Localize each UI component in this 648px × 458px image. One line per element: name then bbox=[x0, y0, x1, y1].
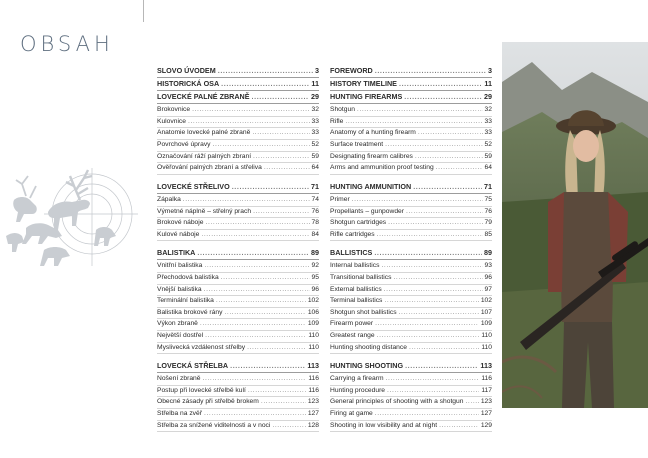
dot-leader bbox=[224, 308, 305, 319]
toc-item-label: Rifle cartridges bbox=[330, 230, 375, 238]
dot-leader bbox=[405, 361, 478, 372]
toc-item[interactable] bbox=[330, 409, 492, 421]
dot-leader bbox=[253, 152, 310, 163]
toc-page-number: 113 bbox=[307, 361, 319, 371]
toc-page-number: 75 bbox=[484, 195, 492, 203]
toc-item-label: Firing at game bbox=[330, 410, 373, 418]
toc-page-number: 33 bbox=[484, 117, 492, 125]
toc-item[interactable] bbox=[157, 421, 319, 433]
toc-page-number: 116 bbox=[308, 386, 319, 394]
toc-page-number: 102 bbox=[307, 297, 319, 305]
toc-page-number: 76 bbox=[311, 207, 319, 215]
dot-leader bbox=[216, 296, 306, 307]
toc-heading-label: SLOVO ÚVODEM bbox=[157, 66, 216, 75]
toc-item-label: Střelba za snížené viditelnosti a v noci bbox=[157, 421, 271, 429]
toc-item-label: External ballistics bbox=[330, 285, 382, 293]
toc-item-label: Designating firearm calibres bbox=[330, 152, 413, 160]
toc-item-label: Postup při lovecké střelbě kulí bbox=[157, 386, 246, 394]
dot-leader bbox=[436, 163, 483, 174]
toc-page-number: 79 bbox=[484, 219, 492, 227]
toc-item[interactable] bbox=[330, 207, 492, 219]
toc-item-label: Terminální balistika bbox=[157, 297, 214, 305]
toc-item[interactable] bbox=[330, 105, 492, 117]
toc-page-number: 102 bbox=[480, 297, 492, 305]
toc-section bbox=[330, 361, 492, 432]
dot-leader bbox=[386, 374, 480, 385]
toc-item-label: Kulovnice bbox=[157, 117, 186, 125]
dot-leader bbox=[409, 343, 479, 354]
toc-item-label: Zápalka bbox=[157, 195, 181, 203]
toc-item-label: Největší dostřel bbox=[157, 331, 204, 339]
toc-heading[interactable] bbox=[330, 248, 492, 260]
toc-heading[interactable] bbox=[330, 92, 492, 104]
toc-item-label: Brokové náboje bbox=[157, 219, 204, 227]
toc-item[interactable] bbox=[330, 285, 492, 297]
toc-section bbox=[157, 182, 319, 241]
toc-page-number: 64 bbox=[484, 164, 492, 172]
toc-item-label: Shotgun shot ballistics bbox=[330, 308, 397, 316]
toc-heading[interactable] bbox=[330, 182, 492, 194]
toc-page-number: 92 bbox=[311, 262, 319, 270]
toc-page-number: 76 bbox=[484, 207, 492, 215]
toc-item-label: General principles of shooting with a shotgun bbox=[330, 398, 464, 406]
toc-page-number: 11 bbox=[484, 79, 492, 89]
toc-page-number: 127 bbox=[480, 410, 492, 418]
toc-item-label: Hunting shooting distance bbox=[330, 343, 407, 351]
toc-item[interactable] bbox=[157, 105, 319, 117]
toc-page-number: 89 bbox=[484, 248, 492, 258]
toc-heading[interactable] bbox=[330, 361, 492, 373]
hunter-photo-image bbox=[502, 42, 648, 408]
dot-leader bbox=[384, 285, 483, 296]
toc-page-number: 110 bbox=[481, 343, 492, 351]
dot-leader bbox=[377, 331, 480, 342]
toc-item[interactable] bbox=[330, 140, 492, 152]
dot-leader bbox=[252, 92, 309, 103]
toc-item[interactable] bbox=[330, 230, 492, 242]
toc-item[interactable] bbox=[330, 397, 492, 409]
toc-page-number: 29 bbox=[311, 92, 319, 102]
toc-page-number: 59 bbox=[484, 152, 492, 160]
dot-leader bbox=[465, 397, 478, 408]
dot-leader bbox=[439, 421, 479, 432]
toc-section bbox=[157, 248, 319, 354]
toc-page-number: 52 bbox=[484, 141, 492, 149]
dot-leader bbox=[218, 66, 313, 77]
toc-page-number: 71 bbox=[311, 181, 319, 191]
toc-page-number: 127 bbox=[307, 410, 319, 418]
toc-item-label: Rifle bbox=[330, 117, 344, 125]
top-divider-line bbox=[143, 0, 144, 22]
toc-item[interactable] bbox=[330, 296, 492, 308]
toc-heading-label: HUNTING SHOOTING bbox=[330, 361, 404, 371]
toc-item-label: Primer bbox=[330, 195, 350, 203]
page-title: OBSAH bbox=[20, 32, 114, 56]
toc-item-label: Propellants – gunpowder bbox=[330, 207, 404, 215]
toc-page-number: 52 bbox=[311, 141, 319, 149]
toc-page-number: 64 bbox=[311, 164, 319, 172]
toc-section bbox=[330, 66, 492, 175]
toc-heading-label: HISTORICKÁ OSA bbox=[157, 79, 220, 89]
dot-leader bbox=[352, 195, 483, 206]
dot-leader bbox=[375, 319, 479, 330]
toc-item-label: Arms and ammunition proof testing bbox=[330, 164, 434, 172]
dot-leader bbox=[415, 152, 483, 163]
dot-leader bbox=[384, 296, 478, 307]
dot-leader bbox=[221, 79, 309, 90]
toc-heading[interactable] bbox=[157, 79, 319, 91]
dot-leader bbox=[377, 230, 483, 241]
toc-item[interactable] bbox=[330, 386, 492, 398]
toc-item[interactable] bbox=[330, 218, 492, 230]
toc-page-number: 93 bbox=[484, 262, 492, 270]
toc-item-label: Internal ballistics bbox=[330, 262, 380, 270]
toc-section bbox=[157, 66, 319, 175]
toc-heading-label: FOREWORD bbox=[330, 66, 373, 75]
toc-heading-label: LOVECKÉ STŘELIVO bbox=[157, 181, 230, 191]
dot-leader bbox=[204, 261, 309, 272]
toc-item-label: Obecné zásady při střelbě brokem bbox=[157, 398, 259, 406]
toc-heading-label: BALLISTICS bbox=[330, 248, 373, 258]
toc-item[interactable] bbox=[330, 308, 492, 320]
toc-page-number: 29 bbox=[484, 92, 492, 102]
dot-leader bbox=[261, 397, 306, 408]
dot-leader bbox=[385, 140, 482, 151]
toc-item[interactable] bbox=[157, 319, 319, 331]
toc-item[interactable] bbox=[330, 374, 492, 386]
dot-leader bbox=[413, 182, 482, 193]
toc-item-label: Greatest range bbox=[330, 331, 375, 339]
toc-item-label: Shotgun cartridges bbox=[330, 219, 387, 227]
dot-leader bbox=[272, 421, 305, 432]
toc-item[interactable] bbox=[157, 386, 319, 398]
toc-item[interactable] bbox=[157, 261, 319, 273]
toc-heading[interactable] bbox=[157, 361, 319, 373]
dot-leader bbox=[381, 261, 482, 272]
toc-item[interactable] bbox=[330, 273, 492, 285]
toc-item[interactable] bbox=[330, 128, 492, 140]
toc-page-number: 89 bbox=[311, 248, 319, 258]
dot-leader bbox=[252, 128, 309, 139]
dot-leader bbox=[201, 230, 309, 241]
toc-page-number: 109 bbox=[480, 320, 492, 328]
toc-page-number: 85 bbox=[484, 230, 492, 238]
toc-item[interactable] bbox=[157, 140, 319, 152]
toc-item[interactable] bbox=[330, 117, 492, 129]
toc-section bbox=[330, 182, 492, 241]
toc-item[interactable] bbox=[157, 207, 319, 219]
toc-item[interactable] bbox=[157, 128, 319, 140]
toc-page-number: 116 bbox=[481, 375, 492, 383]
dot-leader bbox=[213, 140, 310, 151]
toc-item[interactable] bbox=[157, 195, 319, 207]
dot-leader bbox=[205, 218, 309, 229]
dot-leader bbox=[203, 374, 307, 385]
toc-item-label: Terminal ballistics bbox=[330, 297, 383, 305]
toc-item-label: Přechodová balistika bbox=[157, 274, 219, 281]
dot-leader bbox=[375, 409, 479, 420]
toc-page-number: 110 bbox=[308, 331, 319, 339]
toc-item-label: Povrchové úpravy bbox=[157, 141, 211, 149]
toc-item-label: Shotgun bbox=[330, 106, 355, 114]
dot-leader bbox=[197, 248, 309, 259]
toc-page-number: 123 bbox=[307, 398, 319, 406]
toc-page-number: 95 bbox=[311, 274, 319, 281]
toc-page-number: 71 bbox=[484, 181, 492, 191]
toc-english-column bbox=[330, 66, 492, 439]
toc-page-number: 116 bbox=[308, 375, 319, 383]
toc-item[interactable] bbox=[330, 319, 492, 331]
toc-item[interactable] bbox=[330, 163, 492, 175]
toc-heading[interactable] bbox=[157, 92, 319, 104]
dot-leader bbox=[404, 92, 482, 103]
toc-section bbox=[157, 361, 319, 432]
toc-page-number: 11 bbox=[311, 79, 319, 89]
toc-item-label: Anatomy of a hunting firearm bbox=[330, 129, 416, 137]
toc-page-number: 110 bbox=[481, 331, 492, 339]
toc-heading[interactable] bbox=[330, 79, 492, 91]
toc-heading[interactable] bbox=[157, 248, 319, 260]
toc-page-number: 78 bbox=[311, 219, 319, 227]
toc-page-number: 106 bbox=[307, 308, 319, 316]
toc-page-number: 96 bbox=[484, 274, 492, 281]
toc-item[interactable] bbox=[330, 421, 492, 433]
toc-item-label: Kulové náboje bbox=[157, 230, 200, 238]
toc-item[interactable] bbox=[330, 261, 492, 273]
toc-item[interactable] bbox=[157, 285, 319, 297]
dot-leader bbox=[374, 248, 482, 259]
toc-czech-column bbox=[157, 66, 319, 439]
toc-heading-label: HUNTING FIREARMS bbox=[330, 92, 403, 102]
toc-heading[interactable] bbox=[157, 66, 319, 78]
dot-leader bbox=[200, 319, 306, 330]
toc-heading-label: LOVECKÁ STŘELBA bbox=[157, 361, 229, 371]
toc-item-label: Vnitřní balistika bbox=[157, 262, 203, 270]
toc-item[interactable] bbox=[157, 296, 319, 308]
toc-heading-label: BALISTIKA bbox=[157, 248, 196, 258]
toc-item-label: Nošení zbraně bbox=[157, 375, 201, 383]
toc-page-number: 117 bbox=[481, 386, 492, 394]
toc-item[interactable] bbox=[157, 308, 319, 320]
toc-page-number: 97 bbox=[484, 285, 492, 293]
dot-leader bbox=[393, 273, 482, 284]
hunter-photo bbox=[502, 42, 648, 408]
dot-leader bbox=[399, 79, 482, 90]
toc-item[interactable] bbox=[157, 343, 319, 355]
toc-item-label: Ověřování palných zbraní a střeliva bbox=[157, 164, 262, 172]
dot-leader bbox=[399, 308, 479, 319]
dot-leader bbox=[188, 117, 310, 128]
toc-item[interactable] bbox=[157, 163, 319, 175]
toc-page-number: 96 bbox=[311, 285, 319, 293]
dot-leader bbox=[406, 207, 483, 218]
dot-leader bbox=[418, 128, 483, 139]
dot-leader bbox=[183, 195, 310, 206]
toc-page-number: 74 bbox=[311, 195, 319, 203]
toc-heading-label: HUNTING AMMUNITION bbox=[330, 181, 412, 191]
toc-item-label: Vnější balistika bbox=[157, 285, 202, 293]
toc-heading[interactable] bbox=[330, 66, 492, 78]
toc-section bbox=[330, 248, 492, 354]
toc-page-number: 33 bbox=[311, 129, 319, 137]
toc-item[interactable] bbox=[157, 273, 319, 285]
toc-item[interactable] bbox=[330, 331, 492, 343]
toc-heading-label: LOVECKÉ PALNÉ ZBRANĚ bbox=[157, 92, 250, 102]
dot-leader bbox=[232, 182, 309, 193]
toc-page-number: 84 bbox=[311, 230, 319, 238]
dot-leader bbox=[221, 273, 310, 284]
toc-page-number: 32 bbox=[484, 106, 492, 114]
toc-page-number: 129 bbox=[480, 421, 492, 429]
toc-page-number: 59 bbox=[311, 152, 319, 160]
dot-leader bbox=[248, 386, 306, 397]
dot-leader bbox=[387, 386, 479, 397]
toc-item[interactable] bbox=[157, 409, 319, 421]
toc-item-label: Brokovnice bbox=[157, 106, 191, 114]
dot-leader bbox=[204, 285, 310, 296]
toc-item[interactable] bbox=[330, 195, 492, 207]
toc-page-number: 3 bbox=[315, 66, 319, 75]
toc-page-number: 110 bbox=[308, 343, 319, 351]
toc-item[interactable] bbox=[157, 152, 319, 164]
dot-leader bbox=[253, 207, 309, 218]
toc-item-label: Označování ráží palných zbraní bbox=[157, 152, 252, 160]
toc-heading[interactable] bbox=[157, 182, 319, 194]
toc-page-number: 123 bbox=[480, 398, 492, 406]
toc-item-label: Shooting in low visibility and at night bbox=[330, 421, 438, 429]
toc-page-number: 128 bbox=[307, 421, 319, 429]
toc-page-number: 32 bbox=[311, 106, 319, 114]
toc-heading-label: HISTORY TIMELINE bbox=[330, 79, 397, 89]
dot-leader bbox=[205, 331, 306, 342]
toc-page-number: 33 bbox=[311, 117, 319, 125]
dot-leader bbox=[357, 105, 483, 116]
toc-item[interactable] bbox=[157, 331, 319, 343]
toc-item-label: Transitional ballistics bbox=[330, 274, 392, 281]
dot-leader bbox=[264, 163, 310, 174]
toc-item[interactable] bbox=[157, 230, 319, 242]
toc-item[interactable] bbox=[157, 374, 319, 386]
toc-page-number: 107 bbox=[480, 308, 492, 316]
toc-item-label: Výmetné náplně – střelný prach bbox=[157, 207, 252, 215]
toc-item[interactable] bbox=[157, 218, 319, 230]
toc-item-label: Anatomie lovecké palné zbraně bbox=[157, 129, 251, 137]
toc-page-number: 33 bbox=[484, 129, 492, 137]
dot-leader bbox=[345, 117, 482, 128]
dot-leader bbox=[247, 343, 306, 354]
toc-item-label: Hunting procedure bbox=[330, 386, 386, 394]
dot-leader bbox=[230, 361, 305, 372]
toc-item-label: Balistika brokové rány bbox=[157, 308, 223, 316]
toc-page-number: 113 bbox=[480, 361, 492, 371]
toc-item-label: Carrying a firearm bbox=[330, 375, 384, 383]
toc-item-label: Výkon zbraně bbox=[157, 320, 198, 328]
dot-leader bbox=[192, 105, 309, 116]
toc-item-label: Firearm power bbox=[330, 320, 374, 328]
toc-item[interactable] bbox=[157, 397, 319, 409]
toc-page-number: 109 bbox=[307, 320, 319, 328]
toc-item-label: Myslivecká vzdálenost střelby bbox=[157, 343, 246, 351]
toc-item-label: Surface treatment bbox=[330, 141, 384, 149]
dot-leader bbox=[375, 66, 486, 77]
toc-item[interactable] bbox=[330, 152, 492, 164]
toc-item[interactable] bbox=[330, 343, 492, 355]
hunting-emblem-icon bbox=[4, 166, 138, 274]
dot-leader bbox=[204, 409, 306, 420]
toc-item[interactable] bbox=[157, 117, 319, 129]
toc-item-label: Střelba na zvěř bbox=[157, 410, 202, 418]
dot-leader bbox=[388, 218, 482, 229]
toc-page-number: 3 bbox=[488, 66, 492, 75]
